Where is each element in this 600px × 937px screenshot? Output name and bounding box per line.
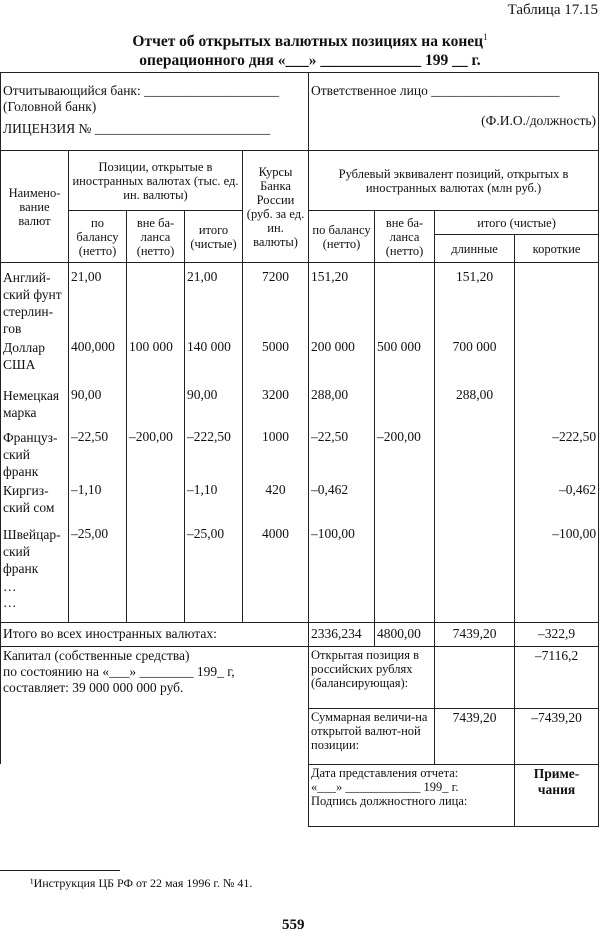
cell-balance: –1,10 bbox=[69, 481, 127, 525]
open-rub-short: –7116,2 bbox=[515, 646, 599, 708]
title-footnote-mark: 1 bbox=[483, 32, 488, 42]
cell-rub-offbalance bbox=[375, 525, 435, 578]
cell-balance: 400,000 bbox=[69, 338, 127, 386]
responsible-person: Ответственное лицо ___________________ bbox=[311, 83, 560, 98]
fio-label: (Ф.И.О./должность) bbox=[481, 113, 597, 128]
empty-cell bbox=[243, 578, 309, 622]
cell-rate: 3200 bbox=[243, 386, 309, 428]
cell-currency-name: Доллар США bbox=[1, 338, 69, 386]
cell-rub-offbalance: –200,00 bbox=[375, 428, 435, 481]
cell-rub-balance: 200 000 bbox=[309, 338, 375, 386]
cell-short bbox=[515, 338, 599, 386]
capital-line-3: составляет: 39 000 000 000 руб. bbox=[3, 679, 184, 695]
col-header-offbalance: вне ба-ланса (нетто) bbox=[127, 211, 185, 263]
cell-total-net: 140 000 bbox=[185, 338, 243, 386]
open-rub-long bbox=[435, 646, 515, 708]
cell-long: 288,00 bbox=[435, 386, 515, 428]
cell-rub-offbalance bbox=[375, 386, 435, 428]
cell-balance: –25,00 bbox=[69, 525, 127, 578]
table-row bbox=[1, 338, 599, 386]
capital-line-1: Капитал (собственные средства) bbox=[3, 647, 190, 663]
notes-cell: Приме-чания bbox=[515, 764, 599, 826]
cell-total-net: 21,00 bbox=[185, 263, 243, 339]
ellipsis-1: … bbox=[3, 579, 17, 594]
cell-currency-name: Немецкая марка bbox=[1, 386, 69, 428]
cell-rub-offbalance: 500 000 bbox=[375, 338, 435, 386]
table-number: Таблица 17.15 bbox=[507, 2, 598, 18]
col-header-long: длинные bbox=[435, 235, 515, 263]
empty-cell bbox=[435, 578, 515, 622]
cell-total-net: –25,00 bbox=[185, 525, 243, 578]
totals-short: –322,9 bbox=[515, 622, 599, 646]
cell-long bbox=[435, 428, 515, 481]
cell-short: –222,50 bbox=[515, 428, 599, 481]
cell-long: 151,20 bbox=[435, 263, 515, 339]
cell-rub-offbalance bbox=[375, 481, 435, 525]
report-date-line-1: Дата представления отчета: bbox=[311, 765, 459, 780]
capital-line-2: по состоянию на «___» ________ 199_ г, bbox=[3, 663, 235, 679]
open-rub-label: Открытая позиция в российских рублях (балансирующая): bbox=[309, 646, 435, 708]
cell-currency-name: Киргиз-ский сом bbox=[1, 481, 69, 525]
title-line-1: Отчет об открытых валютных позициях на конец bbox=[132, 33, 484, 51]
cell-total-net: –222,50 bbox=[185, 428, 243, 481]
cell-offbalance: –200,00 bbox=[127, 428, 185, 481]
col-header-rub: Рублевый эквивалент позиций, открытых в иностранных валютах (млн руб.) bbox=[309, 151, 599, 211]
cell-long bbox=[435, 525, 515, 578]
license: ЛИЦЕНЗИЯ № __________________________ bbox=[3, 121, 271, 136]
table-row bbox=[1, 386, 599, 428]
page-number: 559 bbox=[282, 917, 305, 933]
cell-currency-name: Англий-ский фунт стерлин-гов bbox=[1, 263, 69, 339]
cell-rub-offbalance bbox=[375, 263, 435, 339]
currency-positions-table bbox=[0, 72, 599, 827]
head-bank: (Головной банк) bbox=[3, 99, 97, 114]
cell-currency-name: Швейцар-ский франк bbox=[1, 525, 69, 578]
bank-info-cell bbox=[1, 73, 309, 151]
cell-rub-balance: –100,00 bbox=[309, 525, 375, 578]
empty-cell bbox=[515, 578, 599, 622]
footnote-divider bbox=[0, 870, 120, 871]
cell-balance: 21,00 bbox=[69, 263, 127, 339]
cell-short bbox=[515, 386, 599, 428]
cell-total-net: 90,00 bbox=[185, 386, 243, 428]
ellipsis-2: … bbox=[3, 595, 17, 610]
capital-cell bbox=[1, 646, 309, 764]
table-row bbox=[1, 481, 599, 525]
cell-offbalance bbox=[127, 263, 185, 339]
cell-short: –0,462 bbox=[515, 481, 599, 525]
title-line-2: операционного дня «___» _____________ 199 __ г. bbox=[139, 52, 481, 70]
cell-long bbox=[435, 481, 515, 525]
col-header-rub-total: итого (чистые) bbox=[435, 211, 599, 235]
col-header-balance: по балансу (нетто) bbox=[69, 211, 127, 263]
table-row-ellipsis bbox=[1, 578, 599, 622]
totals-label: Итого во всех иностранных валютах: bbox=[1, 622, 309, 646]
report-date-cell bbox=[309, 764, 515, 826]
sum-position-label: Суммарная величи-на открытой валют-ной позиции: bbox=[309, 708, 435, 764]
cell-rub-balance: –0,462 bbox=[309, 481, 375, 525]
footnote: ¹Инструкция ЦБ РФ от 22 мая 1996 г. № 41. bbox=[30, 876, 253, 890]
col-header-rub-offbalance: вне ба-ланса (нетто) bbox=[375, 211, 435, 263]
table-row bbox=[1, 428, 599, 481]
cell-rate: 7200 bbox=[243, 263, 309, 339]
reporting-bank: Отчитывающийся банк: ____________________ bbox=[3, 83, 280, 98]
cell-rub-balance: 288,00 bbox=[309, 386, 375, 428]
empty-cell bbox=[69, 578, 127, 622]
table-row bbox=[1, 263, 599, 339]
totals-rub-offbalance: 4800,00 bbox=[375, 622, 435, 646]
cell-short bbox=[515, 263, 599, 339]
sum-position-long: 7439,20 bbox=[435, 708, 515, 764]
cell-total-net: –1,10 bbox=[185, 481, 243, 525]
empty-bottom-left bbox=[1, 764, 309, 826]
report-date-line-2: «___» ____________ 199_ г. bbox=[311, 779, 459, 794]
cell-rate: 5000 bbox=[243, 338, 309, 386]
col-header-name: Наимено-вание валют bbox=[1, 151, 69, 263]
cell-rate: 420 bbox=[243, 481, 309, 525]
empty-cell bbox=[309, 578, 375, 622]
col-header-short: короткие bbox=[515, 235, 599, 263]
report-date-line-3: Подпись должностного лица: bbox=[311, 793, 468, 808]
col-header-rates: Курсы Банка России (руб. за ед. ин. валюты) bbox=[243, 151, 309, 263]
report-title bbox=[60, 28, 560, 70]
cell-rate: 4000 bbox=[243, 525, 309, 578]
col-header-positions: Позиции, открытые в иностранных валютах (тыс. ед. ин. валюты) bbox=[69, 151, 243, 211]
cell-rate: 1000 bbox=[243, 428, 309, 481]
totals-long: 7439,20 bbox=[435, 622, 515, 646]
cell-currency-name: Француз-ский франк bbox=[1, 428, 69, 481]
cell-offbalance bbox=[127, 386, 185, 428]
table-row bbox=[1, 525, 599, 578]
cell-offbalance bbox=[127, 481, 185, 525]
empty-cell bbox=[375, 578, 435, 622]
empty-cell bbox=[127, 578, 185, 622]
col-header-rub-balance: по балансу (нетто) bbox=[309, 211, 375, 263]
cell-rub-balance: 151,20 bbox=[309, 263, 375, 339]
cell-offbalance: 100 000 bbox=[127, 338, 185, 386]
empty-cell bbox=[185, 578, 243, 622]
responsible-cell bbox=[309, 73, 599, 151]
cell-short: –100,00 bbox=[515, 525, 599, 578]
cell-balance: 90,00 bbox=[69, 386, 127, 428]
cell-offbalance bbox=[127, 525, 185, 578]
cell-rub-balance: –22,50 bbox=[309, 428, 375, 481]
table-body bbox=[1, 263, 599, 623]
cell-long: 700 000 bbox=[435, 338, 515, 386]
ellipsis-cell bbox=[1, 578, 69, 622]
sum-position-short: –7439,20 bbox=[515, 708, 599, 764]
totals-rub-balance: 2336,234 bbox=[309, 622, 375, 646]
col-header-total-net: итого (чистые) bbox=[185, 211, 243, 263]
cell-balance: –22,50 bbox=[69, 428, 127, 481]
